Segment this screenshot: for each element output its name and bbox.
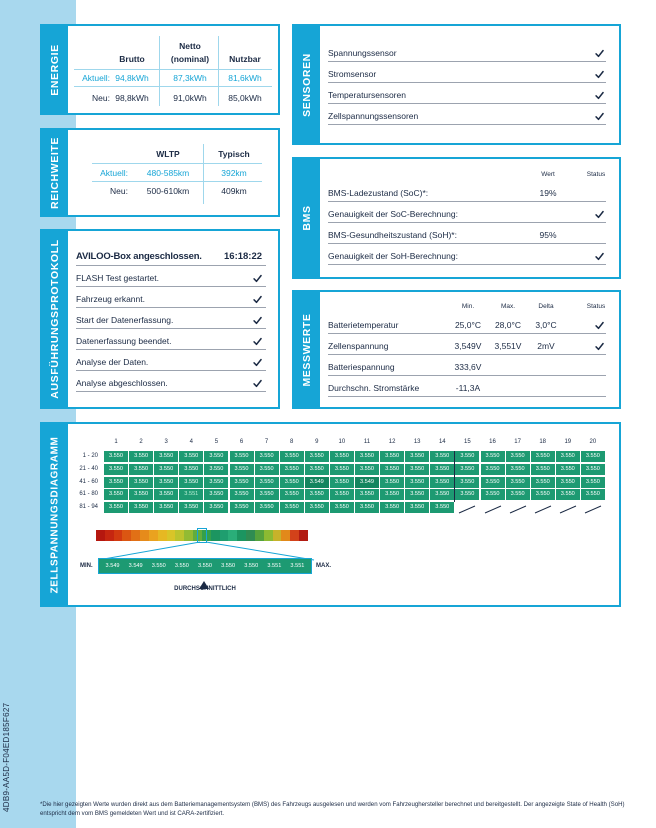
bms-value: 19%	[539, 188, 557, 198]
cell-voltage: 3.550	[405, 464, 429, 475]
cell-voltage: 3.550	[380, 502, 404, 513]
bms-row-label: BMS-Ladezustand (SoC)*:	[328, 188, 429, 198]
color-scale-segment	[228, 530, 237, 541]
column-number: 2	[139, 439, 143, 445]
row-divider	[76, 391, 266, 392]
cell-voltage: 3.550	[255, 464, 279, 475]
sensor-item: Stromsensor	[328, 69, 377, 79]
energie-header-netto-nominal: (nominal)	[170, 54, 210, 64]
color-scale-segment	[281, 530, 290, 541]
cell-voltage: 3.550	[556, 477, 580, 488]
checkmark-icon	[253, 379, 262, 388]
scale-value: 3.549	[105, 563, 120, 569]
cell-voltage: 3.550	[355, 464, 379, 475]
column-number: 15	[464, 439, 471, 445]
color-scale-segment	[131, 530, 140, 541]
cell-voltage: 3.550	[355, 489, 379, 500]
color-scale-segment	[220, 530, 229, 541]
cell-voltage: 3.550	[129, 477, 153, 488]
row-divider	[328, 396, 606, 397]
cell-voltage: 3.550	[405, 489, 429, 500]
energie-header-nutzbar: Nutzbar	[229, 54, 261, 64]
column-number: 3	[164, 439, 168, 445]
cell-voltage: 3.550	[104, 451, 128, 462]
column-number: 7	[264, 439, 269, 445]
cell-voltage: 3.550	[581, 451, 605, 462]
protokoll-item: Analyse der Daten.	[76, 357, 149, 367]
color-scale-segment	[167, 530, 176, 541]
messwerte-min: 3,549V	[454, 341, 482, 351]
protokoll-item: FLASH Test gestartet.	[76, 273, 159, 283]
zellspannung-card	[40, 422, 621, 607]
column-number: 11	[363, 439, 371, 445]
cell-voltage: 3.550	[481, 477, 505, 488]
cell-voltage: 3.550	[104, 489, 128, 500]
cell-voltage: 3.550	[430, 451, 454, 462]
cell-voltage: 3.550	[255, 477, 279, 488]
cell-voltage: 3.550	[129, 464, 153, 475]
cell-voltage: 3.550	[330, 477, 354, 488]
column-number: 19	[564, 439, 572, 445]
reichweite-header-typisch: Typisch	[218, 149, 250, 159]
cell-voltage: 3.550	[506, 477, 530, 488]
sensoren-card	[292, 24, 621, 145]
reichweite-value: 480-585km	[146, 168, 190, 178]
scale-value: 3.550	[151, 563, 166, 569]
cell-voltage: 3.550	[230, 489, 254, 500]
cell-voltage: 3.550	[556, 451, 580, 462]
bms-tab: BMS	[294, 159, 320, 277]
color-scale-segment	[211, 530, 220, 541]
checkmark-icon	[595, 112, 604, 121]
zellspannung-tab: ZELLSPANNUNGSDIAGRAMM	[42, 424, 68, 605]
cell-voltage: 3.550	[380, 489, 404, 500]
column-number: 20	[589, 439, 597, 445]
empty-cell-slash	[481, 502, 505, 513]
cell-voltage: 3.550	[154, 502, 178, 513]
row-divider	[76, 349, 266, 350]
row-divider	[76, 286, 266, 287]
checkmark-icon	[253, 274, 262, 283]
cell-voltage: 3.550	[230, 451, 254, 462]
column-number: 14	[438, 439, 446, 445]
cell-voltage: 3.550	[506, 489, 530, 500]
column-number: 18	[539, 439, 547, 445]
reichweite-value: 500-610km	[146, 186, 190, 196]
cell-voltage: 3.550	[531, 489, 555, 500]
cell-voltage: 3.550	[154, 464, 178, 475]
column-number: 9	[315, 439, 319, 445]
bms-row-label: Genauigkeit der SoH-Berechnung:	[328, 251, 458, 261]
cell-voltage: 3.550	[179, 477, 203, 488]
scale-max-label: MAX.	[316, 563, 331, 569]
bms-header-wert: Wert	[541, 171, 555, 178]
bms-row-label: Genauigkeit der SoC-Berechnung:	[328, 209, 458, 219]
energie-row-label: Aktuell:	[82, 73, 110, 83]
cell-voltage: 3.550	[405, 451, 429, 462]
cell-voltage: 3.550	[179, 464, 203, 475]
cell-voltage: 3.550	[280, 464, 304, 475]
cell-voltage: 3.550	[581, 477, 605, 488]
row-divider	[328, 124, 606, 125]
messwerte-delta: 2mV	[537, 341, 555, 351]
cell-voltage: 3.550	[455, 451, 479, 462]
average-marker-icon	[199, 576, 209, 584]
cell-voltage: 3.550	[104, 464, 128, 475]
messwerte-header-max: Max.	[500, 303, 516, 310]
color-scale-segment	[105, 530, 114, 541]
cell-voltage: 3.550	[330, 451, 354, 462]
energie-card	[40, 24, 280, 115]
messwerte-header-status: Status	[586, 303, 606, 310]
cell-voltage: 3.550	[556, 464, 580, 475]
cell-voltage: 3.549	[355, 477, 379, 488]
cell-voltage: 3.550	[255, 489, 279, 500]
cell-voltage: 3.550	[581, 489, 605, 500]
sensor-item: Spannungssensor	[328, 48, 397, 58]
color-scale-segment	[122, 530, 131, 541]
color-scale-segment	[96, 530, 105, 541]
cell-voltage: 3.550	[455, 464, 479, 475]
row-divider	[328, 243, 606, 244]
protokoll-item: Datenerfassung beendet.	[76, 336, 172, 346]
cell-voltage: 3.550	[305, 464, 329, 475]
protokoll-item: Analyse abgeschlossen.	[76, 378, 168, 388]
energie-header-brutto: Brutto	[119, 54, 145, 64]
checkmark-icon	[595, 252, 604, 261]
cell-voltage: 3.550	[255, 451, 279, 462]
cell-voltage: 3.550	[330, 489, 354, 500]
energie-value: 87,3kWh	[173, 73, 207, 83]
reichweite-card	[40, 128, 280, 217]
column-number: 6	[239, 439, 244, 445]
cell-voltage: 3.550	[405, 502, 429, 513]
color-scale-segment	[299, 530, 308, 541]
cell-voltage: 3.550	[204, 502, 228, 513]
row-divider	[328, 354, 606, 355]
checkmark-icon	[595, 321, 604, 330]
messwerte-header-delta: Delta	[538, 303, 554, 310]
row-divider	[328, 222, 606, 223]
cell-voltage: 3.551	[179, 489, 203, 500]
bms-row-label: BMS-Gesundheitszustand (SoH)*:	[328, 230, 457, 240]
color-scale-segment	[184, 530, 193, 541]
row-divider	[328, 264, 606, 265]
messwerte-row-label: Batterietemperatur	[328, 320, 399, 330]
row-divider	[76, 307, 266, 308]
color-scale-segment	[255, 530, 264, 541]
cell-voltage: 3.550	[305, 451, 329, 462]
energie-header-netto: Netto	[179, 41, 201, 51]
column-number: 8	[290, 439, 294, 445]
messwerte-max: 28,0°C	[494, 320, 522, 330]
scale-values-bar	[98, 558, 312, 574]
cell-voltage: 3.550	[154, 477, 178, 488]
row-divider	[76, 370, 266, 371]
column-number: 10	[338, 439, 346, 445]
protokoll-item: Start der Datenerfassung.	[76, 315, 174, 325]
protokoll-title: AVILOO-Box angeschlossen.	[76, 251, 202, 262]
cell-voltage: 3.550	[104, 477, 128, 488]
cell-voltage: 3.550	[305, 489, 329, 500]
checkmark-icon	[253, 337, 262, 346]
checkmark-icon	[595, 49, 604, 58]
cell-voltage: 3.550	[481, 451, 505, 462]
color-scale-segment	[175, 530, 184, 541]
cell-voltage: 3.550	[330, 502, 354, 513]
column-number: 12	[388, 439, 396, 445]
reichweite-tab: REICHWEITE	[42, 130, 68, 215]
checkmark-icon	[253, 358, 262, 367]
average-label: DURCHSCHNITTLICH	[174, 586, 236, 592]
scale-value: 3.550	[221, 563, 236, 569]
row-divider	[328, 82, 606, 83]
sensor-item: Zellspannungssensoren	[328, 111, 419, 121]
cell-voltage: 3.550	[430, 489, 454, 500]
cell-voltage: 3.550	[179, 502, 203, 513]
row-divider	[76, 265, 266, 266]
messwerte-tab: MESSWERTE	[294, 292, 320, 407]
energie-value: 98,8kWh	[115, 93, 149, 103]
energie-value: 94,8kWh	[115, 73, 149, 83]
cell-voltage: 3.550	[506, 451, 530, 462]
bms-card	[292, 157, 621, 279]
cell-voltage: 3.550	[204, 477, 228, 488]
energie-value: 91,0kWh	[173, 93, 207, 103]
cell-voltage: 3.550	[204, 451, 228, 462]
checkmark-icon	[595, 91, 604, 100]
color-scale-segment	[264, 530, 273, 541]
reichweite-row-label: Neu:	[110, 186, 128, 196]
cell-voltage: 3.550	[581, 464, 605, 475]
row-divider	[328, 333, 606, 334]
messwerte-min: 25,0°C	[454, 320, 482, 330]
protokoll-time: 16:18:22	[224, 251, 263, 262]
column-number: 1	[114, 439, 118, 445]
cell-voltage: 3.550	[255, 502, 279, 513]
cell-voltage: 3.550	[430, 502, 454, 513]
messwerte-header-min: Min.	[461, 303, 475, 310]
color-scale-segment	[237, 530, 246, 541]
cell-voltage: 3.550	[104, 502, 128, 513]
cell-voltage: 3.550	[531, 477, 555, 488]
cell-voltage: 3.550	[430, 477, 454, 488]
column-number: 13	[413, 439, 421, 445]
row-range-label: 61 - 80	[79, 491, 98, 498]
column-number: 5	[214, 439, 219, 445]
checkmark-icon	[253, 295, 262, 304]
cell-voltage: 3.550	[481, 489, 505, 500]
document-id: 4DB9-AA5D-F04ED185F627	[2, 702, 11, 812]
color-scale-segment	[149, 530, 158, 541]
cell-voltage: 3.550	[179, 451, 203, 462]
checkmark-icon	[595, 70, 604, 79]
scale-min-label: MIN.	[80, 563, 93, 569]
grid-divider	[454, 451, 455, 502]
bms-value: 95%	[539, 230, 557, 240]
row-divider	[76, 328, 266, 329]
scale-value: 3.551	[290, 563, 305, 569]
row-range-label: 81 - 94	[79, 504, 98, 511]
column-number: 17	[514, 439, 521, 445]
row-divider	[328, 103, 606, 104]
cell-voltage: 3.550	[154, 489, 178, 500]
energie-value: 81,6kWh	[228, 73, 262, 83]
cell-voltage: 3.550	[280, 489, 304, 500]
cell-voltage: 3.550	[455, 477, 479, 488]
color-scale-segment	[140, 530, 149, 541]
cell-voltage: 3.550	[204, 489, 228, 500]
color-scale-segment	[273, 530, 282, 541]
scale-value: 3.549	[128, 563, 143, 569]
cell-voltage: 3.550	[305, 502, 329, 513]
cell-voltage: 3.550	[481, 464, 505, 475]
protokoll-item: Fahrzeug erkannt.	[76, 294, 145, 304]
cell-voltage: 3.550	[330, 464, 354, 475]
energie-tab: ENERGIE	[42, 26, 68, 113]
cell-voltage: 3.550	[280, 451, 304, 462]
cell-voltage: 3.550	[280, 477, 304, 488]
row-range-label: 1 - 20	[82, 453, 98, 459]
cell-voltage: 3.550	[380, 451, 404, 462]
checkmark-icon	[595, 342, 604, 351]
sensor-item: Temperatursensoren	[328, 90, 406, 100]
cell-voltage: 3.550	[455, 489, 479, 500]
scale-value: 3.551	[267, 563, 282, 569]
column-number: 16	[489, 439, 496, 445]
scale-value: 3.550	[174, 563, 189, 569]
empty-cell-slash	[455, 502, 479, 513]
reichweite-value: 392km	[221, 168, 247, 178]
cell-voltage: 3.550	[280, 502, 304, 513]
scale-value: 3.550	[197, 563, 212, 569]
energie-row-label: Neu:	[92, 93, 110, 103]
cell-voltage: 3.550	[531, 464, 555, 475]
cell-voltage: 3.550	[506, 464, 530, 475]
sensoren-tab: SENSOREN	[294, 26, 320, 143]
messwerte-row-label: Durchschn. Stromstärke	[328, 383, 420, 393]
messwerte-min: -11,3A	[455, 383, 481, 393]
bms-header-status: Status	[586, 171, 606, 178]
cell-voltage: 3.550	[380, 477, 404, 488]
row-range-label: 41 - 60	[79, 478, 98, 485]
cell-voltage: 3.550	[154, 451, 178, 462]
row-divider	[328, 201, 606, 202]
cell-voltage: 3.550	[556, 489, 580, 500]
cell-voltage: 3.549	[305, 477, 329, 488]
messwerte-row-label: Zellenspannung	[328, 341, 389, 351]
cell-voltage: 3.550	[129, 489, 153, 500]
empty-cell-slash	[556, 502, 580, 513]
checkmark-icon	[595, 210, 604, 219]
column-number: 4	[189, 439, 193, 445]
row-divider	[328, 375, 606, 376]
cell-voltage: 3.550	[531, 451, 555, 462]
empty-cell-slash	[506, 502, 530, 513]
reichweite-row-label: Aktuell:	[100, 168, 128, 178]
color-scale-segment	[114, 530, 123, 541]
cell-voltage: 3.550	[430, 464, 454, 475]
cell-voltage: 3.550	[230, 477, 254, 488]
cell-voltage: 3.550	[380, 464, 404, 475]
color-scale-segment	[158, 530, 167, 541]
messwerte-min: 333,6V	[454, 362, 482, 372]
messwerte-max: 3,551V	[494, 341, 522, 351]
protokoll-card	[40, 229, 280, 409]
cell-voltage: 3.550	[355, 502, 379, 513]
cell-voltage: 3.550	[355, 451, 379, 462]
row-divider	[328, 61, 606, 62]
scale-value: 3.550	[244, 563, 259, 569]
empty-cell-slash	[531, 502, 555, 513]
footnote: *Die hier gezeigten Werte wurden direkt aus dem Batteriemanagementsystem (BMS) des Fahrzeugs ausgelesen und werden vom Fahrzeughersteller berechnet und bereitgestellt. Der angezeigte State of Health (SoH) entspricht dem vom BMS gemeldeten Wert und ist CARA-zertifiziert.	[40, 801, 625, 817]
cell-voltage: 3.550	[230, 502, 254, 513]
color-scale-segment	[290, 530, 299, 541]
protokoll-tab: AUSFÜHRUNGSPROTOKOLL	[42, 231, 68, 407]
cell-voltage: 3.550	[405, 477, 429, 488]
cell-voltage: 3.550	[230, 464, 254, 475]
cell-voltage: 3.550	[129, 502, 153, 513]
checkmark-icon	[253, 316, 262, 325]
cell-voltage: 3.550	[129, 451, 153, 462]
row-range-label: 21 - 40	[79, 465, 98, 472]
reichweite-header-wltp: WLTP	[156, 149, 180, 159]
empty-cell-slash	[581, 502, 605, 513]
messwerte-delta: 3,0°C	[535, 320, 557, 330]
energie-value: 85,0kWh	[228, 93, 262, 103]
color-scale-segment	[246, 530, 255, 541]
reichweite-value: 409km	[221, 186, 247, 196]
messwerte-row-label: Batteriespannung	[328, 362, 395, 372]
cell-voltage: 3.550	[204, 464, 228, 475]
messwerte-card	[292, 290, 621, 409]
